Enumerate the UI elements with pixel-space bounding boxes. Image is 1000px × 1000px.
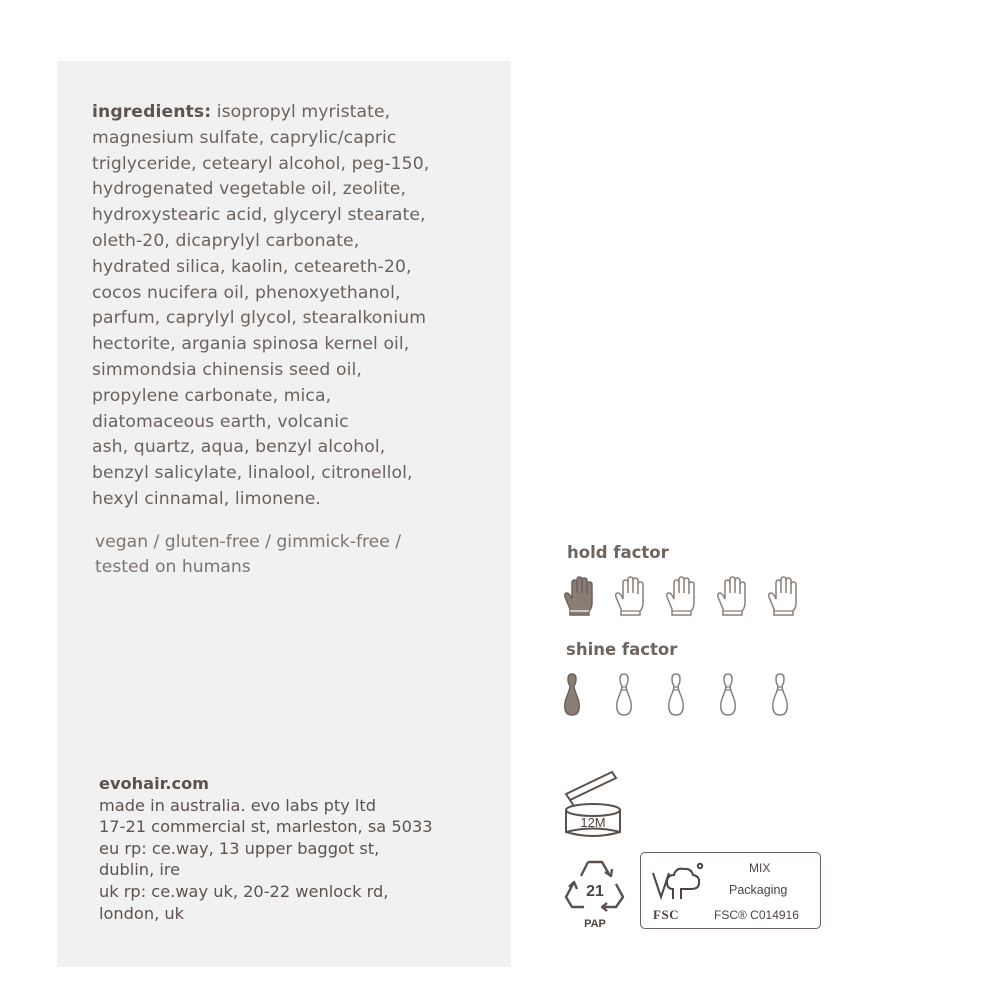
- recycle-triangle-icon: [562, 852, 628, 932]
- address-line: uk rp: ce.way uk, 20-22 wenlock rd,: [99, 881, 389, 901]
- bowling-pin-icon: [562, 672, 582, 718]
- fsc-label: [640, 852, 821, 929]
- product-claims: [95, 530, 490, 580]
- ingredients-line: hectorite, argania spinosa kernel oil,: [92, 334, 410, 355]
- glove-icon: [715, 575, 749, 619]
- ingredients-line: ash, quartz, aqua, benzyl alcohol,: [92, 437, 386, 458]
- glove-icon: [766, 575, 800, 619]
- ingredients-line: diatomaceous earth, volcanic: [92, 411, 349, 432]
- bowling-pin-icon: [666, 672, 686, 718]
- glove-icon: [562, 575, 596, 619]
- address-line: dublin, ire: [99, 860, 181, 880]
- ingredients-line: hydroxystearic acid, glyceryl stearate,: [92, 205, 426, 226]
- ingredients-line: magnesium sulfate, caprylic/capric: [92, 127, 397, 148]
- recycle-label: PAP: [584, 918, 606, 930]
- fsc-mix: MIX: [749, 861, 771, 875]
- glove-icon: [664, 575, 698, 619]
- recycle-number: 21: [586, 883, 604, 900]
- ingredients-line: benzyl salicylate, linalool, citronellol,: [92, 463, 413, 484]
- claims-line: vegan / gluten-free / gimmick-free /: [95, 532, 402, 552]
- bowling-pin-icon: [718, 672, 738, 718]
- address-line: made in australia. evo labs pty ltd: [99, 795, 377, 815]
- ingredients-line: propylene carbonate, mica,: [92, 385, 332, 406]
- ingredients-line: simmondsia chinensis seed oil,: [92, 359, 362, 380]
- fsc-packaging: Packaging: [729, 883, 788, 897]
- glove-icon: [613, 575, 647, 619]
- ingredients-line: cocos nucifera oil, phenoxyethanol,: [92, 282, 401, 303]
- address-line: london, uk: [99, 903, 185, 923]
- ingredients-line: hexyl cinnamal, limonene.: [92, 488, 321, 509]
- glove-icon: [613, 575, 647, 619]
- bowling-pin-icon: [614, 672, 634, 718]
- glove-icon: [715, 575, 749, 619]
- ingredients-line: parfum, caprylyl glycol, stearalkonium: [92, 308, 427, 329]
- glove-icon: [766, 575, 800, 619]
- bowling-pin-icon: [562, 672, 582, 718]
- bowling-pin-icon: [614, 672, 634, 718]
- ingredients-label: ingredients:: [92, 102, 212, 122]
- ingredients-line: triglyceride, cetearyl alcohol, peg-150,: [92, 153, 430, 174]
- ingredients-line: hydrogenated vegetable oil, zeolite,: [92, 179, 407, 200]
- address-line: 17-21 commercial st, marleston, sa 5033: [99, 817, 433, 837]
- pao-label: 12M: [580, 815, 606, 830]
- bowling-pin-icon: [666, 672, 686, 718]
- bowling-pin-icon: [718, 672, 738, 718]
- ingredients-line: hydrated silica, kaolin, ceteareth-20,: [92, 256, 412, 277]
- claims-line: tested on humans: [95, 557, 251, 577]
- shine-factor-rating: [562, 672, 822, 718]
- hold-factor-title: hold factor: [567, 543, 669, 562]
- bowling-pin-icon: [770, 672, 790, 718]
- fsc-brand: FSC: [653, 907, 680, 922]
- fsc-code: FSC® C014916: [714, 908, 799, 922]
- glove-icon: [664, 575, 698, 619]
- glove-icon: [562, 575, 596, 619]
- ingredients-list: [92, 100, 487, 513]
- hold-factor-rating: [562, 575, 817, 619]
- fsc-tree-icon: [649, 861, 705, 907]
- company-address: [99, 773, 499, 924]
- address-line: eu rp: ce.way, 13 upper baggot st,: [99, 838, 380, 858]
- ingredients-text: isopropyl myristate,: [216, 102, 391, 122]
- open-jar-icon: [560, 766, 630, 841]
- ingredients-line: [92, 100, 487, 126]
- ingredients-line: oleth-20, dicaprylyl carbonate,: [92, 230, 360, 251]
- shine-factor-title: shine factor: [566, 640, 678, 659]
- website-link[interactable]: evohair.com: [99, 774, 210, 793]
- bowling-pin-icon: [770, 672, 790, 718]
